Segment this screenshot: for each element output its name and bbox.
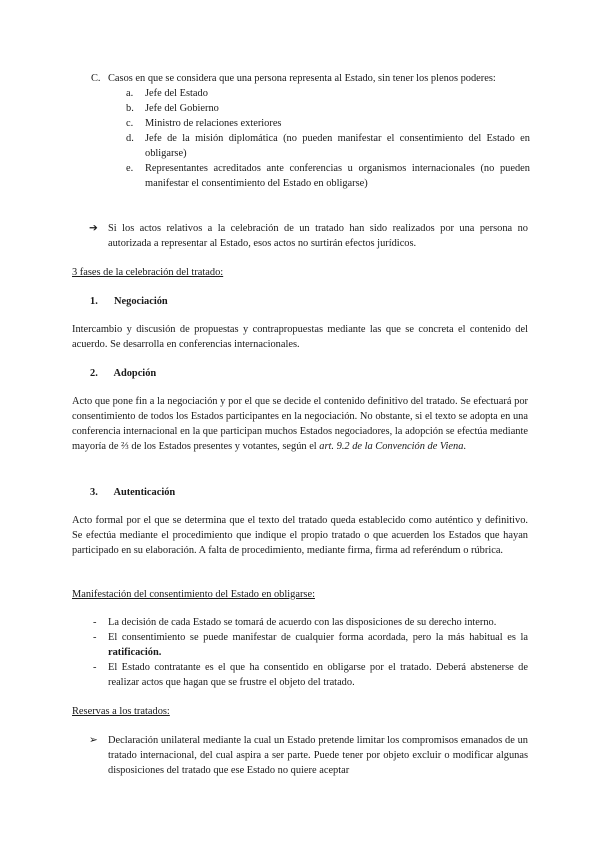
list-item-end: .: [158, 647, 162, 658]
phase-2-body-text: Acto que pone fin a la negociación y por el que se decide el contenido definitivo del tratado. Se efectuará por consentimiento de todos los Estados participantes en la negociación. No obstante, si el texto se adopta en una conferencia internacional en la que participan muchos Estados negociadores, la adopción se efectúa mediante mayoría de ⅔ de los Estados presentes y votantes, según el: [72, 396, 528, 452]
phase-title: Negociación: [114, 296, 168, 307]
phase-1-body: Intercambio y discusión de propuestas y contrapropuestas mediante las que se concreta el contenido del acuerdo. Se desarrolla en conferencias internacionales.: [72, 324, 528, 350]
phase-number: 1.: [90, 296, 98, 307]
phase-2-heading: [90, 366, 156, 381]
phase-2-body-citation: art. 9.2 de la Convención de Viena: [319, 441, 464, 452]
list-item-marker: e.: [126, 163, 134, 174]
section-c-marker: C.: [91, 73, 101, 84]
phase-number: 2.: [90, 368, 98, 379]
phase-2-body-end: .: [463, 441, 466, 452]
list-item: Jefe del Gobierno: [145, 103, 219, 114]
ratificacion-term: ratificación: [108, 647, 159, 658]
phase-3-body: Acto formal por el que se determina que el texto del tratado queda establecido como auténtico y definitivo. Se efectúa mediante el procedimiento que indique el propio tratado o que acuerden los Estados que hayan participado en su elaboración. A falta de procedimiento, mediante firma, firma ad referéndum o rúbrica.: [72, 515, 528, 556]
reservas-text: Declaración unilateral mediante la cual un Estado pretende limitar los compromisos emanados de un tratado internacional, del cual aspira a ser parte. Puede tener por objeto excluir o modificar algunas disposiciones del tratado que ese Estado no quiere aceptar: [108, 735, 528, 776]
list-item-marker: d.: [126, 133, 134, 144]
dash-marker: -: [93, 662, 97, 673]
reservas-heading: Reservas a los tratados:: [72, 706, 170, 717]
phase-1-heading: [90, 294, 168, 309]
list-item-marker: a.: [126, 88, 134, 99]
list-item: Representantes acreditados ante conferencias u organismos internacionales (no pueden manifestar el consentimiento del Estado en obligarse): [145, 163, 530, 189]
phase-title: Autenticación: [113, 487, 176, 498]
phase-3-heading: [90, 485, 175, 500]
dash-marker: -: [93, 617, 97, 628]
list-item: El Estado contratante es el que ha consentido en obligarse por el tratado. Deberá abstenerse de realizar actos que hagan que se frustre el objeto del tratado.: [108, 662, 528, 688]
list-item: Jefe de la misión diplomática (no pueden manifestar el consentimiento del Estado en obligarse): [145, 133, 530, 159]
fases-heading: 3 fases de la celebración del tratado:: [72, 267, 224, 278]
phase-title: Adopción: [113, 368, 157, 379]
arrow-note-text: Si los actos relativos a la celebración de un tratado han sido realizados por una persona no autorizada a representar al Estado, esos actos no surtirán efectos jurídicos.: [108, 223, 528, 249]
arrow-icon: ➔: [89, 223, 98, 234]
arrowhead-icon: ➢: [89, 735, 98, 746]
phase-number: 3.: [90, 487, 98, 498]
list-item-marker: b.: [126, 103, 134, 114]
list-item-text: El consentimiento se puede manifestar de cualquier forma acordada, pero la más habitual es la: [108, 632, 528, 643]
phase-2-body: [72, 394, 528, 454]
list-item: La decisión de cada Estado se tomará de acuerdo con las disposiciones de su derecho interno.: [108, 617, 497, 628]
manifestacion-heading: Manifestación del consentimiento del Estado en obligarse:: [72, 589, 315, 600]
list-item: [108, 630, 528, 660]
list-item: Jefe del Estado: [145, 88, 208, 99]
dash-marker: -: [93, 632, 97, 643]
list-item-marker: c.: [126, 118, 134, 129]
list-item: Ministro de relaciones exteriores: [145, 118, 282, 129]
section-c-text: Casos en que se considera que una persona representa al Estado, sin tener los plenos poderes:: [108, 73, 496, 84]
